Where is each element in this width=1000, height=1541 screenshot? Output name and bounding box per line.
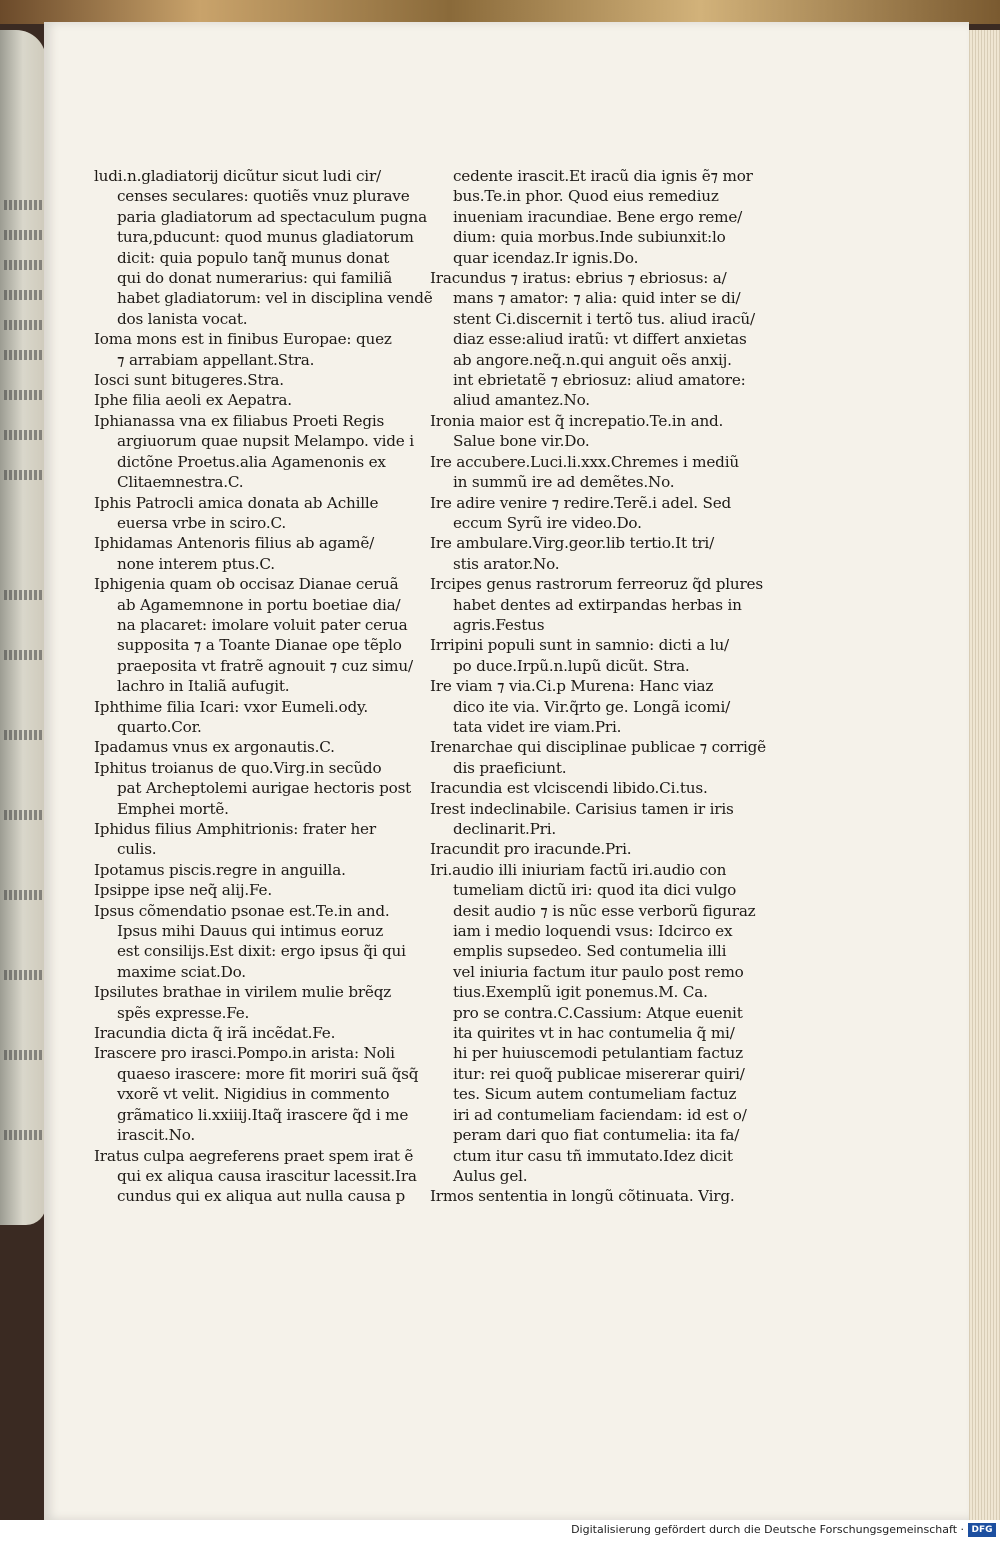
text-fragment [4,1050,44,1060]
text-line: Emphei mortẽ. [117,799,229,818]
text-line: paria gladiatorum ad spectaculum pugna [117,207,427,226]
text-line: Ipsus mihi Dauus qui intimus eoruz [117,922,384,941]
text-line: tura,pducunt: quod munus gladiatorum [117,228,414,247]
text-line: ab angore.neq̃.n.qui anguit oẽs anxij. [453,350,732,369]
text-line: tius.Exemplũ igit ponemus.M. Ca. [453,983,708,1002]
text-line: ⁊ arrabiam appellant.Stra. [117,350,315,369]
text-line: eccum Syrũ ire video.Do. [453,513,642,532]
text-line: Iphidus filius Amphitrionis: frater her [94,820,376,838]
text-line: Ire ambulare.Virg.geor.lib tertio.It tri/ [430,534,715,553]
text-line: Iphidamas Antenoris filius ab agamẽ/ [94,534,375,553]
text-line: Iracundus ⁊ iratus: ebrius ⁊ ebriosus: a/ [430,269,727,288]
text-line: declinarit.Pri. [453,820,556,838]
text-line: Iracundia est vlciscendi libido.Ci.tus. [430,779,708,798]
text-line: irascit.No. [117,1126,196,1145]
text-line: spẽs expresse.Fe. [117,1003,250,1022]
text-line: qui ex aliqua causa irascitur lacessit.Ira [117,1166,417,1185]
text-line: euersa vrbe in sciro.C. [117,513,286,532]
text-fragment [4,730,44,740]
text-line: iri ad contumeliam faciendam: id est o/ [453,1105,747,1124]
text-line: dis praeficiunt. [453,758,567,777]
text-line: Ipsippe ipse neq̃ alij.Fe. [94,881,272,900]
text-line: na placaret: imolare voluit pater cerua [117,615,408,634]
text-line: Ircipes genus rastrorum ferreoruz q̃d plures [430,575,763,594]
text-line: ctum itur casu tñ immutato.Idez dicit [453,1146,733,1165]
text-line: Ioma mons est in finibus Europae: quez [94,330,392,349]
text-line: Ipsus cõmendatio psonae est.Te.in and. [94,901,390,920]
text-line: none interem ptus.C. [117,554,275,573]
text-line: diaz esse:aliud iratũ: vt differt anxietas [453,330,747,349]
left-text-column [94,166,433,1207]
text-line: stis arator.No. [453,554,560,573]
text-line: tes. Sicum autem contumeliam factuz [453,1085,737,1104]
text-line: dium: quia morbus.Inde subiunxit:lo [453,228,726,247]
text-line: agris.Festus [453,615,545,634]
text-line: est consilijs.Est dixit: ergo ipsus q̃i qui [117,942,406,961]
text-line: habet gladiatorum: vel in disciplina vendẽ [117,289,433,308]
text-fragment [4,260,44,270]
text-line: stent Ci.discernit i tertõ tus. aliud iracũ/ [453,309,755,328]
text-line: Irmos sententia in longũ cõtinuata. Virg. [430,1187,735,1206]
text-fragment [4,890,44,900]
text-fragment [4,1130,44,1140]
text-line: culis. [117,840,157,859]
text-line: quar icendaz.Ir ignis.Do. [453,248,639,267]
text-line: hi per huiuscemodi petulantiam factuz [453,1044,743,1063]
text-line: dicit: quia populo tanq̃ munus donat [117,248,390,267]
text-line: vel iniuria factum itur paulo post remo [453,962,744,981]
text-line: Iosci sunt bitugeres.Stra. [94,371,284,390]
text-line: ita quirites vt in hac contumelia q̃ mi/ [453,1024,735,1043]
text-fragment [4,810,44,820]
text-line: Ipotamus piscis.regre in anguilla. [94,860,346,879]
text-line: Irest indeclinabile. Carisius tamen ir iris [430,799,734,818]
text-line: Ipsilutes brathae in virilem mulie brẽqz [94,983,392,1002]
text-line: pat Archeptolemi aurigae hectoris post [117,779,412,798]
text-line: cedente irascit.Et iracũ dia ignis ẽ⁊ mor [453,167,753,185]
text-line: mans ⁊ amator: ⁊ alia: quid inter se di/ [453,289,741,308]
text-line: Iphthime filia Icari: vxor Eumeli.ody. [94,697,368,716]
text-line: Aulus gel. [453,1166,528,1185]
text-line: dictõne Proetus.alia Agamenonis ex [117,452,386,471]
text-line: vxorẽ vt velit. Nigidius in commento [117,1085,390,1104]
text-line: aliud amantez.No. [453,391,590,410]
text-line: dos lanista vocat. [117,309,248,328]
text-line: po duce.Irpũ.n.lupũ dicũt. Stra. [453,656,690,675]
text-line: ludi.n.gladiatorij dicũtur sicut ludi cir/ [94,167,381,185]
text-line: in summũ ire ad demẽtes.No. [453,473,675,492]
text-line: Irripini populi sunt in samnio: dicti a lu/ [430,636,729,655]
text-fragment [4,430,44,440]
text-line: tata videt ire viam.Pri. [453,717,622,736]
text-line: Ire accubere.Luci.li.xxx.Chremes i mediũ [430,452,739,471]
text-line: Ironia maior est q̃ increpatio.Te.in and. [430,411,724,430]
text-line: Iphigenia quam ob occisaz Dianae ceruã [94,575,399,594]
text-line: int ebrietatẽ ⁊ ebriosuz: aliud amatore: [453,371,746,390]
text-line: habet dentes ad extirpandas herbas in [453,595,742,614]
text-fragment [4,230,44,240]
text-line: emplis supsedeo. Sed contumelia illi [453,942,727,961]
text-line: Iracundit pro iracunde.Pri. [430,840,632,859]
text-fragment [4,970,44,980]
text-fragment [4,350,44,360]
book-top-edge [0,0,1000,24]
text-fragment [4,470,44,480]
text-line: quaeso irascere: more fit moriri suã q̃sq̃ [117,1064,419,1083]
text-line: cundus qui ex aliqua aut nulla causa p [117,1187,405,1206]
text-line: grãmatico li.xxiiij.Itaq̃ irascere q̃d i me [117,1105,409,1124]
dfg-logo-icon: DFG [968,1523,996,1537]
text-line: Iphis Patrocli amica donata ab Achille [94,493,379,512]
text-line: Clitaemnestra.C. [117,473,244,492]
text-line: Irenarchae qui disciplinae publicae ⁊ corrigẽ [430,738,766,757]
text-line: Iphianassa vna ex filiabus Proeti Regis [94,411,385,430]
text-line: Irascere pro irasci.Pompo.in arista: Noli [94,1044,395,1063]
text-line: Iphe filia aeoli ex Aepatra. [94,391,292,410]
text-line: qui do donat numerarius: qui familiã [117,269,393,288]
text-line: peram dari quo fiat contumelia: ita fa/ [453,1126,740,1145]
text-line: ab Agamemnone in portu boetiae dia/ [117,595,401,614]
text-fragment [4,200,44,210]
text-line: iam i medio loquendi vsus: Idcirco ex [453,922,733,941]
text-line: Iracundia dicta q̃ irã incẽdat.Fe. [94,1024,336,1043]
text-line: tumeliam dictũ iri: quod ita dici vulgo [453,881,737,900]
text-fragment [4,290,44,300]
text-fragment [4,650,44,660]
text-line: Salue bone vir.Do. [453,432,590,451]
text-line: lachro in Italiã aufugit. [117,677,290,696]
page-edges [969,30,1000,1520]
text-line: supposita ⁊ a Toante Dianae ope tẽplo [117,636,402,655]
text-line: Ipadamus vnus ex argonautis.C. [94,738,335,757]
text-line: bus.Te.in phor. Quod eius remediuz [453,187,719,206]
text-line: Ire adire venire ⁊ redire.Terẽ.i adel. Sed [430,493,732,512]
text-line: censes seculares: quotiẽs vnuz plurave [117,187,410,206]
text-line: itur: rei quoq̃ publicae misererar quiri/ [453,1064,745,1083]
text-line: pro se contra.C.Cassium: Atque euenit [453,1003,743,1022]
text-line: argiuorum quae nupsit Melampo. vide i [117,432,414,451]
left-page-edge [0,30,46,1225]
right-text-column [430,166,766,1207]
text-line: desit audio ⁊ is nũc esse verborũ figuraz [453,901,756,920]
text-line: maxime sciat.Do. [117,962,246,981]
footer-bar [0,1520,1000,1541]
funding-notice: Digitalisierung gefördert durch die Deutsche Forschungsgemeinschaft · [571,1523,964,1536]
text-line: Ire viam ⁊ via.Ci.p Murena: Hanc viaz [430,677,714,696]
text-line: Iratus culpa aegreferens praet spem irat ẽ [94,1146,414,1165]
text-line: dico ite via. Vir.q̃rto ge. Longã icomi/ [453,697,731,716]
text-fragment [4,320,44,330]
text-line: Iphitus troianus de quo.Virg.in secũdo [94,758,382,777]
text-line: quarto.Cor. [117,717,202,736]
text-fragment [4,590,44,600]
text-line: Iri.audio illi iniuriam factũ iri.audio con [430,860,727,879]
text-line: inueniam iracundiae. Bene ergo reme/ [453,207,743,226]
text-fragment [4,390,44,400]
text-line: praeposita vt fratrẽ agnouit ⁊ cuz simu/ [117,656,413,675]
